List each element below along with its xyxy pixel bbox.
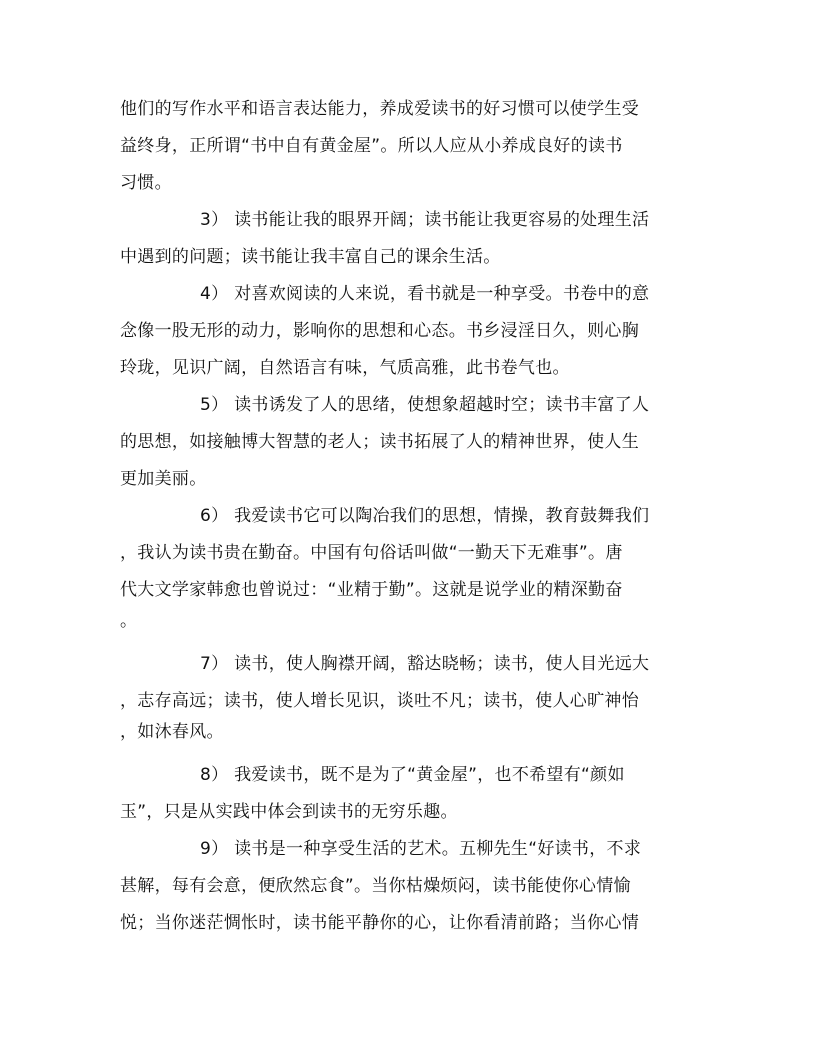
text-line: 甚解，每有会意，便欣然忘食”。当你枯燥烦闷，读书能使你心情愉: [120, 876, 631, 896]
text-line: ，志存高远；读书，使人增长见识，谈吐不凡；读书，使人心旷神怡: [120, 691, 639, 711]
text-line: 他们的写作水平和语言表达能力，养成爱读书的好习惯可以使学生受: [120, 99, 639, 119]
text-line: ，我认为读书贵在勤奋。中国有句俗话叫做“一勤天下无难事”。唐: [120, 543, 623, 563]
text-line: 代大文学家韩愈也曾说过：“业精于勤”。这就是说学业的精深勤奋: [120, 580, 623, 600]
paragraph-6-start: 6） 我爱读书它可以陶冶我们的思想，情操，教育鼓舞我们: [200, 506, 650, 526]
text-line: 习惯。: [120, 173, 172, 193]
text-line: 玉”，只是从实践中体会到读书的无穷乐趣。: [120, 802, 458, 822]
paragraph-8-start: 8） 我爱读书，既不是为了“黄金屋”，也不希望有“颜如: [200, 765, 625, 785]
text-line: 。: [120, 611, 138, 631]
text-line: 益终身，正所谓“书中自有黄金屋”。所以人应从小养成良好的读书: [120, 136, 623, 156]
paragraph-3-start: 3） 读书能让我的眼界开阔；读书能让我更容易的处理生活: [200, 210, 650, 230]
paragraph-7-start: 7） 读书，使人胸襟开阔，豁达晓畅；读书，使人目光远大: [200, 654, 650, 674]
text-line: 更加美丽。: [120, 469, 207, 489]
paragraph-5-start: 5） 读书诱发了人的思绪，使想象超越时空；读书丰富了人: [200, 395, 650, 415]
text-line: ，如沐春风。: [120, 722, 224, 742]
text-line: 中遇到的问题；读书能让我丰富自己的课余生活。: [120, 247, 501, 267]
text-line: 玲珑，见识广阔，自然语言有味，气质高雅，此书卷气也。: [120, 358, 570, 378]
text-line: 的思想，如接触博大智慧的老人；读书拓展了人的精神世界，使人生: [120, 432, 639, 452]
paragraph-4-start: 4） 对喜欢阅读的人来说，看书就是一种享受。书卷中的意: [200, 284, 650, 304]
text-line: 悦；当你迷茫惆怅时，读书能平静你的心，让你看清前路；当你心情: [120, 913, 639, 933]
text-line: 念像一股无形的动力，影响你的思想和心态。书乡浸淫日久，则心胸: [120, 321, 639, 341]
paragraph-9-start: 9） 读书是一种享受生活的艺术。五柳先生“好读书，不求: [200, 839, 642, 859]
